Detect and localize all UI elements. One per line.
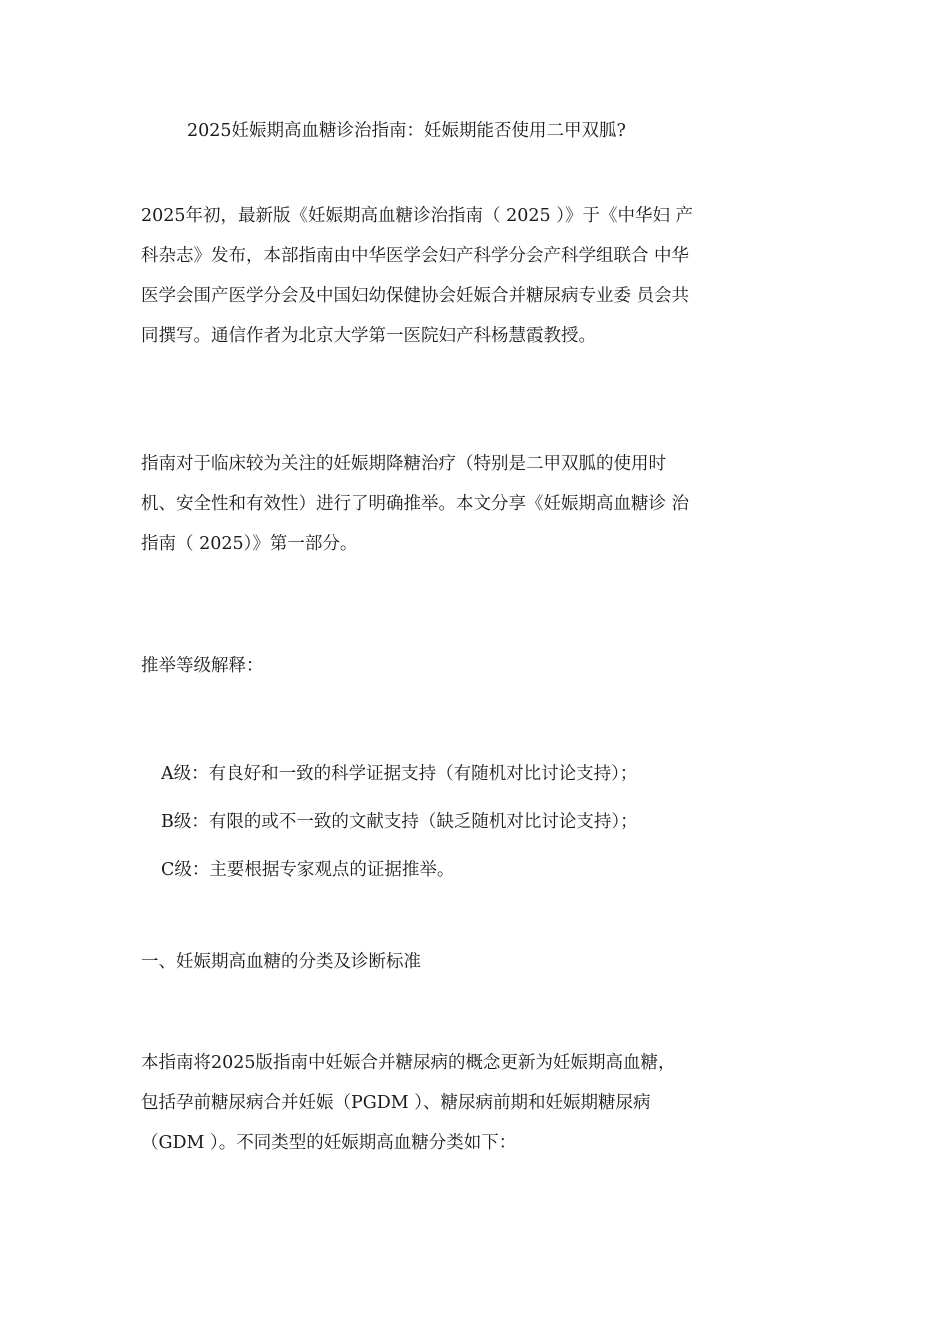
body-line: 本指南将2025版指南中妊娠合并糖尿病的概念更新为妊娠期高血糖， xyxy=(141,1053,676,1073)
grade-item-c: C级：主要根据专家观点的证据推举。 xyxy=(161,860,455,880)
intro-paragraph xyxy=(141,196,821,356)
focus-line: 指南对于临床较为关注的妊娠期降糖治疗（特别是二甲双胍的使用时 xyxy=(141,454,666,474)
focus-paragraph xyxy=(141,444,821,564)
body-paragraph xyxy=(141,1043,821,1163)
intro-line: 2025年初，最新版《妊娠期高血糖诊治指南（ 2025 ）》于《中华妇 产 xyxy=(141,206,694,226)
focus-line: 机、安全性和有效性）进行了明确推举。本文分享《妊娠期高血糖诊 治 xyxy=(141,494,690,514)
grade-item-a: A级：有良好和一致的科学证据支持（有随机对比讨论支持）； xyxy=(161,764,638,784)
section-heading: 一、妊娠期高血糖的分类及诊断标准 xyxy=(141,952,421,972)
grade-list xyxy=(161,750,841,894)
body-line: 包括孕前糖尿病合并妊娠（PGDM ）、糖尿病前期和妊娠期糖尿病 xyxy=(141,1093,651,1113)
body-line: （GDM ）。不同类型的妊娠期高血糖分类如下： xyxy=(141,1133,517,1153)
document-title: 2025妊娠期高血糖诊治指南：妊娠期能否使用二甲双胍? xyxy=(187,121,626,141)
focus-line: 指南（ 2025）》第一部分。 xyxy=(141,534,358,554)
grade-heading: 推举等级解释： xyxy=(141,656,264,676)
intro-line: 科杂志》发布，本部指南由中华医学会妇产科学分会产科学组联合 中华 xyxy=(141,246,690,266)
intro-line: 医学会围产医学分会及中国妇幼保健协会妊娠合并糖尿病专业委 员会共 xyxy=(141,286,690,306)
grade-item-b: B级：有限的或不一致的文献支持（缺乏随机对比讨论支持）； xyxy=(161,812,638,832)
intro-line: 同撰写。通信作者为北京大学第一医院妇产科杨慧霞教授。 xyxy=(141,326,596,346)
